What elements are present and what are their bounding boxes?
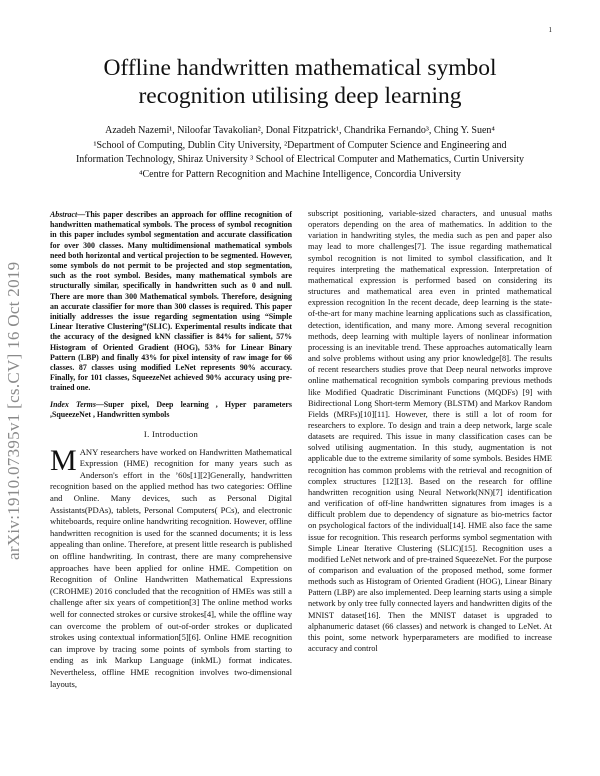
body-paragraph: subscript positioning, variable-sized characters, and unusual maths operators depending on the area of mathematics. In addition to the variation in handwriting styles, the media such as pen and paper also may lead to more challenges[7]. The issue regarding mathematical symbol recognition is not limited to symbol classification, and It requires interpreting the mathematical expression. Interpretation of mathematical expression is performed based on considering its structures and mathematical area even in printed mathematical expression recognition In the recent decade, deep learning is the state-of-the-art for many machine learning applications such as classification, detection, identification, and many more. Among several recognition methods, deep learning with multiple layers of nonlinear information processing is an inevitable trend. These approaches automatically learn and solve problems without using any prior knowledge[8]. The results of recent researchers studies prove that Deep neural networks improve online mathematical recognition symbols comparing previous methods like Modified Quadratic Discriminant Functions (MQDFs) [9] with Bidirectional Long Short-term Memory (BLSTM) and Markov Random Fields (MRFs)[10][11]. However, there is still a lot of room for researchers to explore. To design and train a deep network, large scale datasets are required. This issue in many classification cases can be solved utilising augmentation. In this study, augmentation is not applicable due to the extreme similarity of some symbols. Besides HME recognition has common problems with the retrieval and recognition of complex structures [12][13]. Based on the research for offline handwritten recognition using Neural Network(NN)[7] identification and verification of off-line handwritten signatures from images is a difficult problem due to dependency of signature as bio-metrics factor on psychological factors of the individual[14]. HME also face the same issue for recognition. This research performs symbol segmentation with Simple Linear Iterative Clustering (SLIC)[15]. Recognition uses a modified LeNet network and of pre-trained SqueezeNet. For the purpose of comparison and evaluation of the proposed method, some former methods such as Histogram of Oriented Gradient (HOG), Linear Binary Pattern (LBP) are also implemented. Deep learning starts using a simple network by only tree fully connected layers and handwritten digits of the MNIST dataset[16]. Then the MNIST dataset is upgraded to alphanumeric dataset (66 classes) and network is changed to LeNet. At this point, some network hyperparameters are modified to increase accuracy and control (308, 209, 552, 654)
index-terms (50, 400, 292, 420)
intro-text: ANY researchers have worked on Handwritten Mathematical Expression (HME) recognition for many years such as Anderson's effort in the ’60s[1][2]Generally, handwritten recognition based on the applied method has two categories: Offline and Online. Many devices, such as Personal Digital Assistants(PDAs), tablets, Personal Computers( PCs), and electronic whiteboards, require online handwriting recognition. However, offline handwritten recognition is used for the scanned documents; it is less appealing than online. Therefore, at present little research is published on offline handwriting. In contrast, there are many comprehensive approaches have been applied for online HME. Competition on Recognition of Online Handwritten Mathematical Expressions (CROHME) 2016 concluded that the recognition of HMEs was still a challenge after six years of competition[3] The online method works well for connected strokes or cursive strokes[4], while the offline way can overcome the problem of out-of-order strokes or duplicated strokes using contextual information[5][6]. Online HME recognition can improve by tracing some points of symbols from starting to ending as ink Markup Language (inkML) format indicates. Nevertheless, offline HME recognition involves two-dimensional layouts, (50, 446, 292, 689)
page-number: 1 (548, 26, 552, 34)
right-column (308, 208, 552, 654)
index-terms-label: Index Terms (50, 399, 96, 409)
arxiv-identifier-stamp: arXiv:1910.07395v1 [cs.CV] 16 Oct 2019 (4, 261, 23, 560)
section-heading: I. Introduction (143, 429, 199, 440)
affiliation-line: ⁴Centre for Pattern Recognition and Machine Intelligence, Concordia University (138, 168, 461, 180)
author-names: Azadeh Nazemi¹, Niloofar Tavakolian², Donal Fitzpatrick¹, Chandrika Fernando³, Ching Y. Suen⁴ (105, 125, 495, 136)
abstract (50, 210, 292, 394)
intro-paragraph (50, 443, 292, 690)
affiliation-line: Information Technology, Shiraz University ³ School of Electrical Computer and Mathematics, Curtin University (75, 154, 525, 165)
abstract-label: Abstract (50, 210, 78, 219)
author-block (40, 124, 560, 182)
affiliation-line: ¹School of Computing, Dublin City University, ²Department of Computer Science and Engineering and (93, 139, 507, 151)
drop-cap: M (50, 443, 77, 477)
left-column (50, 210, 292, 690)
paper-title: Offline handwritten mathematical symbol recognition utilising deep learning (103, 55, 497, 109)
index-terms-text: —Super pixel, Deep learning , Hyper parameters ,SqueezeNet , Handwritten symbols (50, 399, 292, 419)
abstract-text: —This paper describes an approach for offline recognition of handwritten mathematical symbols. The process of symbol recognition in this paper includes symbol segmentation and accurate classification for over 300 classes. Many multidimensional mathematical symbols need both horizontal and vertical projection to be segmented. However, some symbols do not permit to be projected and stop segmentation, such as the root symbol. Besides, many mathematical symbols are structurally similar, specifically in handwritten such as 0 and null. There are more than 300 Mathematical symbols. Therefore, designing an accurate classifier for more than 300 classes is required. This paper initially addresses the issue regarding segmentation using “Simple Linear Iterative Clustering”(SLIC). Experimental results indicate that the accuracy of the designed kNN classifier is 84% for salient, 57% Histogram of Oriented Gradient (HOG), 53% for Linear Binary Pattern (LBP) and finally 43% for pixel intensity of raw image for 66 classes. 87 classes using modified LeNet represents 90% accuracy. Finally, for 101 classes, SqueezeNet achieved 90% accuracy using pre-trained one. (50, 210, 292, 393)
